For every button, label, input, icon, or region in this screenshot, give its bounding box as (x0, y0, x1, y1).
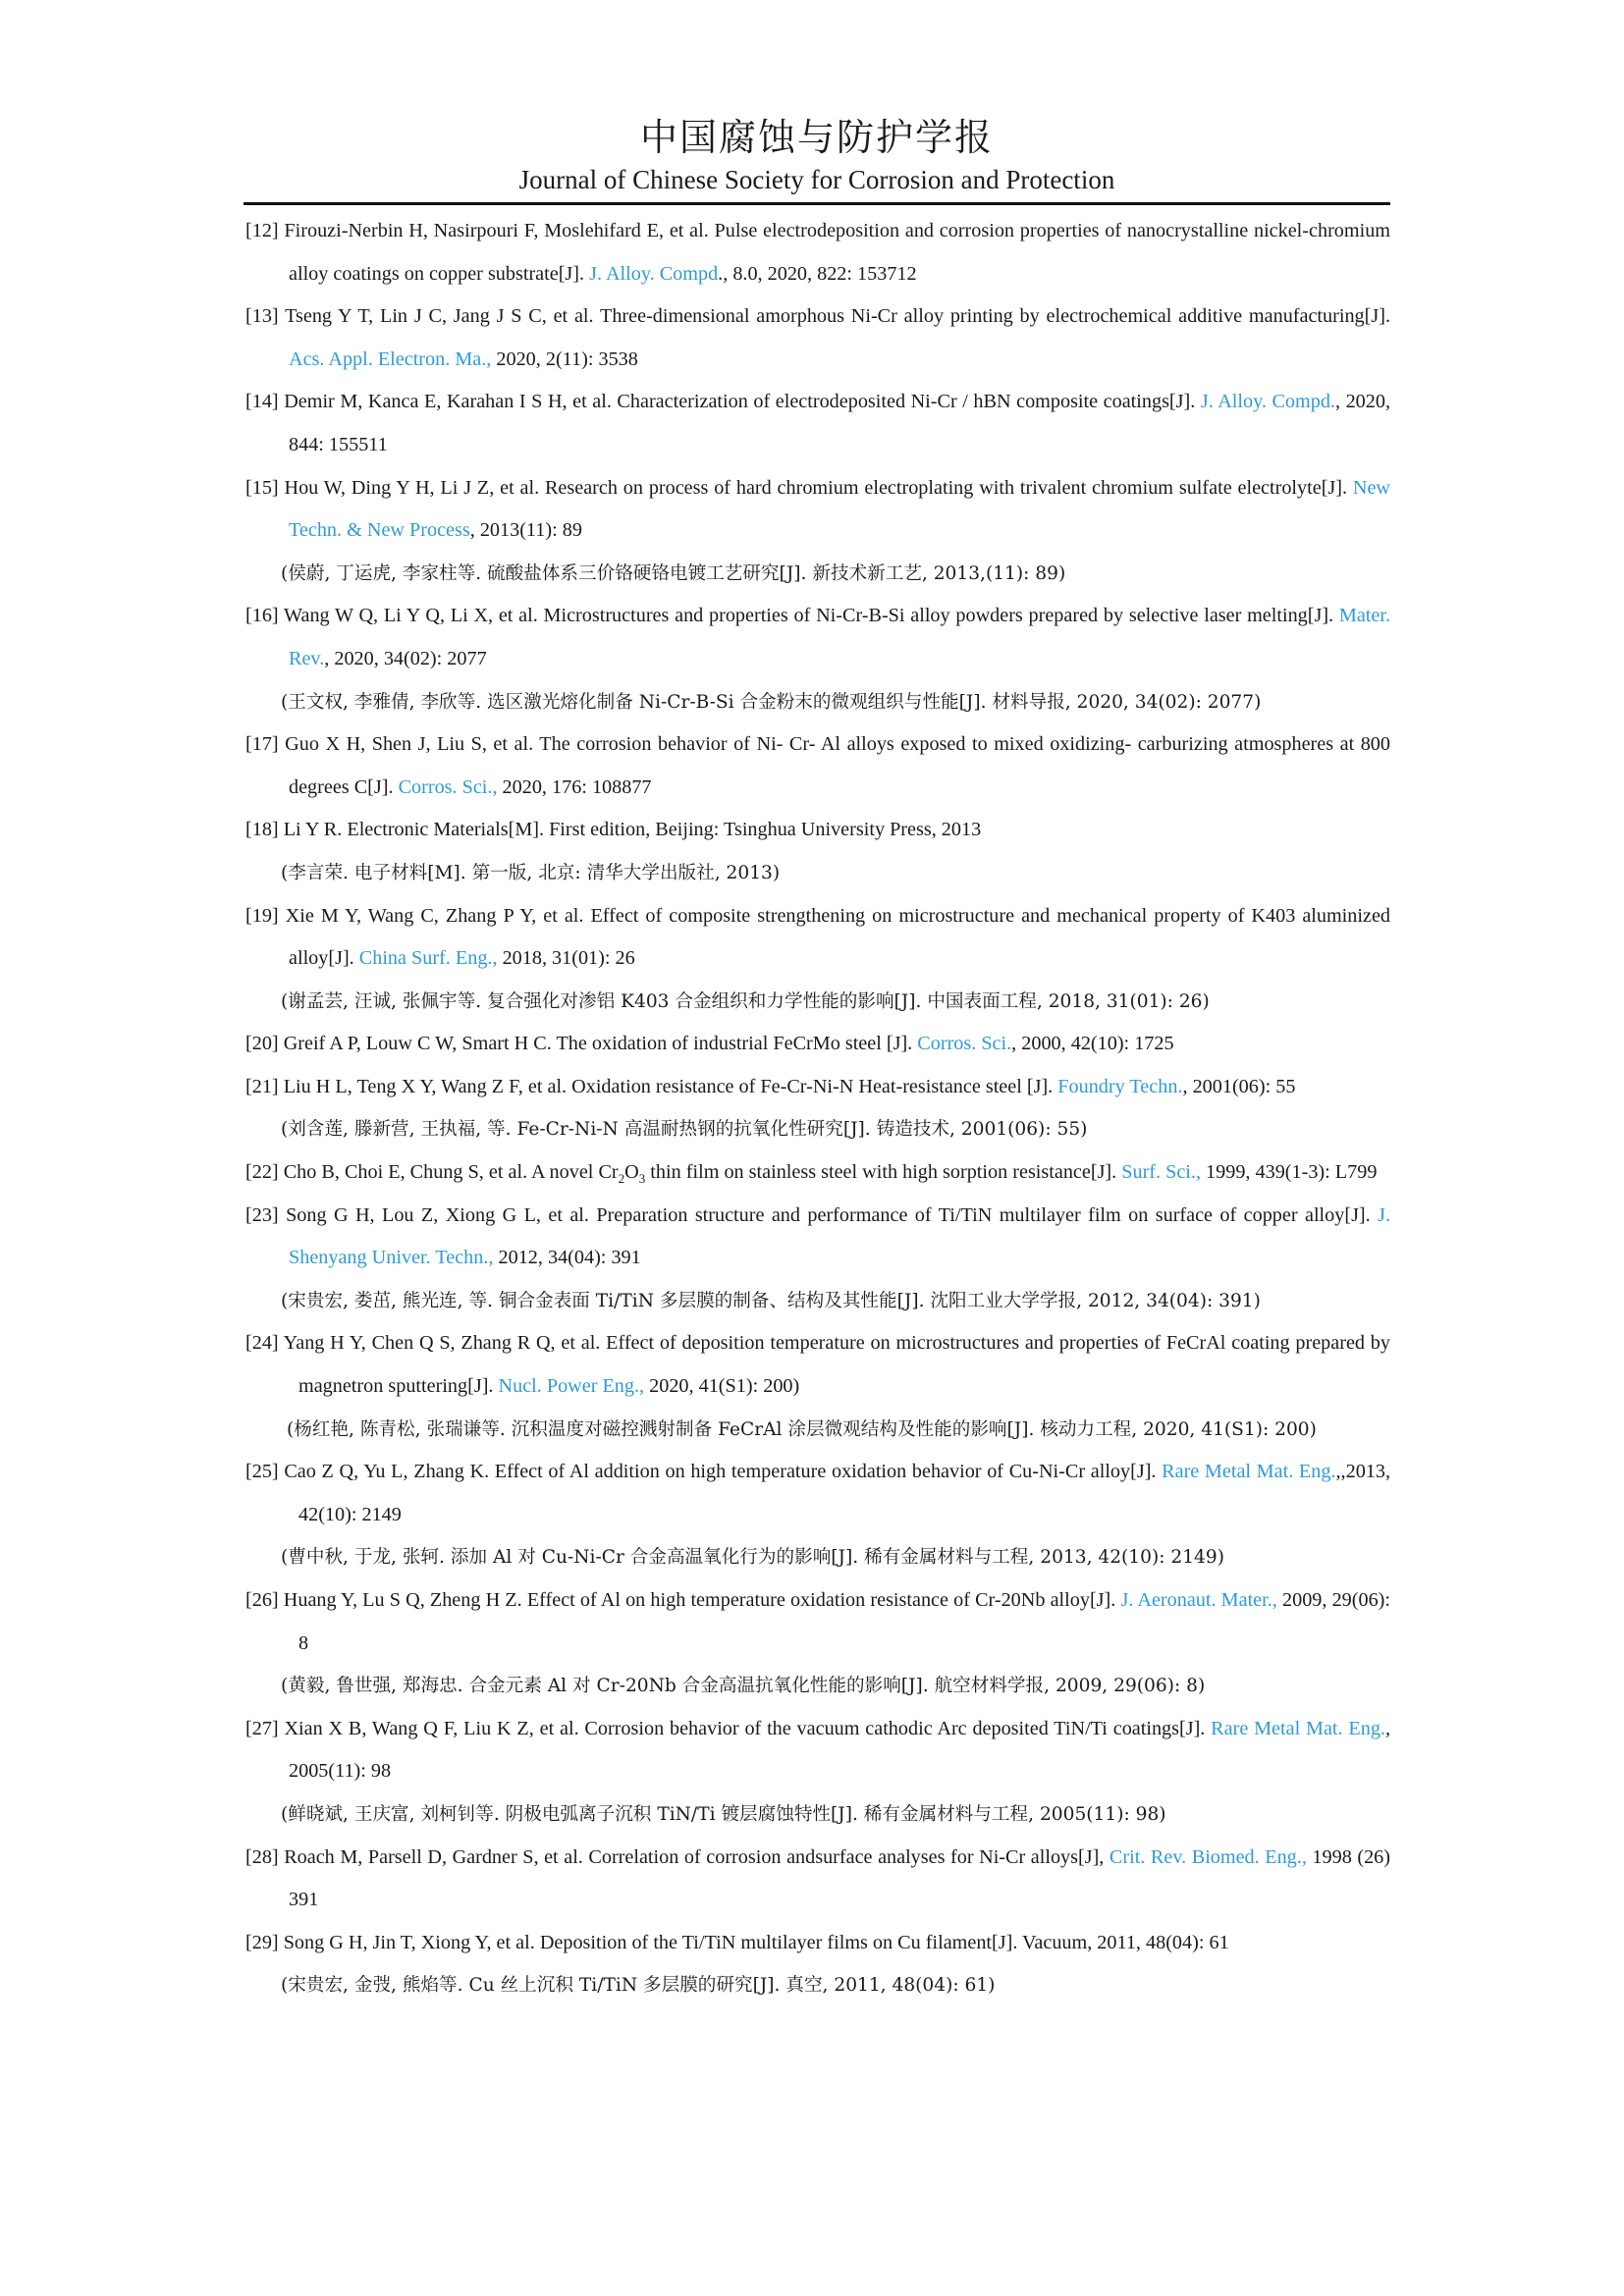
reference-entry (245, 467, 1390, 553)
journal-source-link[interactable]: Corros. Sci. (917, 1033, 1012, 1055)
reference-translation-cn: (宋贵宏, 娄茁, 熊光连, 等. 铜合金表面 Ti/TiN 多层膜的制备、结构及其性能[J]. 沈阳工业大学学报, 2012, 34(04): 391) (281, 1290, 1261, 1311)
reference-text: O (624, 1161, 639, 1184)
reference-text: 2018, 31(01): 26 (497, 947, 635, 970)
reference-number: [20] (245, 1033, 279, 1055)
reference-translation-cn: (杨红艳, 陈青松, 张瑞谦等. 沉积温度对磁控溅射制备 FeCrAl 涂层微观结构及性能的影响[J]. 核动力工程, 2020, 41(S1): 200) (287, 1418, 1317, 1440)
reference-entry (245, 595, 1390, 680)
subscript: 3 (638, 1171, 646, 1187)
reference-number: [28] (245, 1845, 279, 1868)
reference-entry (245, 295, 1390, 381)
reference-entry (245, 723, 1390, 809)
reference-number: [27] (245, 1717, 279, 1739)
reference-number: [19] (245, 904, 279, 927)
reference-number: [17] (245, 733, 279, 756)
reference-number: [24] (245, 1332, 279, 1355)
journal-source-link[interactable]: J. Aeronaut. Mater., (1120, 1589, 1277, 1611)
reference-text: , 2001(06): 55 (1182, 1075, 1296, 1097)
reference-number: [12] (245, 220, 279, 241)
reference-text: , 2020, 844: 155511 (289, 391, 1390, 455)
reference-number: [22] (245, 1161, 279, 1184)
reference-translation-cn: (宋贵宏, 金弢, 熊焰等. Cu 丝上沉积 Ti/TiN 多层膜的研究[J]. 真空, 2011, 48(04): 61) (281, 1975, 996, 1997)
journal-source-link[interactable]: J. Alloy. Compd. (1200, 391, 1335, 413)
reference-translation-cn: (侯蔚, 丁运虎, 李家柱等. 硫酸盐体系三价铬硬铬电镀工艺研究[J]. 新技术新工艺, 2013,(11): 89) (281, 562, 1066, 584)
journal-title-en: Journal of Chinese Society for Corrosion and Protection (518, 165, 1115, 194)
reference-text: , 2000, 42(10): 1725 (1011, 1033, 1174, 1055)
reference-text: thin film on stainless steel with high sorption resistance[J]. (645, 1161, 1122, 1184)
journal-source-link[interactable]: J. Shenyang Univer. Techn., (289, 1203, 1391, 1269)
reference-text: 2020, 176: 108877 (497, 775, 652, 798)
reference-text: Song G H, Jin T, Xiong Y, et al. Deposition of the Ti/TiN multilayer films on Cu filament[J]. Vacuum, 2011, 48(04): 61 (283, 1931, 1229, 1953)
reference-entry (245, 1837, 1390, 1922)
journal-source-link[interactable]: Rare Metal Mat. Eng. (1162, 1461, 1336, 1483)
reference-text: Yang H Y, Chen Q S, Zhang R Q, et al. Effect of deposition temperature on microstructures and properties of FeCrAl coating prepared by magnetron sputtering[J]. (283, 1332, 1390, 1398)
reference-entry (245, 210, 1390, 295)
reference-number: [21] (245, 1075, 279, 1097)
reference-number: [29] (245, 1931, 279, 1953)
journal-source-link[interactable]: J. Alloy. Compd (589, 262, 719, 285)
journal-source-link[interactable]: New Techn. & New Process (289, 476, 1391, 542)
reference-number: [14] (245, 391, 279, 413)
journal-source-link[interactable]: Corros. Sci., (398, 775, 498, 798)
reference-translation-cn: (曹中秋, 于龙, 张轲. 添加 Al 对 Cu-Ni-Cr 合金高温氧化行为的影响[J]. 稀有金属材料与工程, 2013, 42(10): 2149) (281, 1547, 1224, 1569)
reference-number: [23] (245, 1203, 279, 1226)
reference-translation-cn: (李言荣. 电子材料[M]. 第一版, 北京: 清华大学出版社, 2013) (281, 862, 781, 883)
reference-entry (245, 1023, 1390, 1066)
reference-entry (245, 1066, 1390, 1109)
header-rule (244, 202, 1390, 205)
reference-number: [18] (245, 819, 279, 841)
reference-text: Huang Y, Lu S Q, Zheng H Z. Effect of Al on high temperature oxidation resistance of Cr-20Nb alloy[J]. (283, 1589, 1121, 1611)
reference-text: , 2005(11): 98 (289, 1717, 1391, 1783)
reference-entry (245, 381, 1390, 466)
reference-entry (245, 1922, 1390, 1965)
reference-entry (245, 1451, 1390, 1536)
journal-header (244, 114, 1390, 196)
reference-text: Li Y R. Electronic Materials[M]. First edition, Beijing: Tsinghua University Press, 2013 (283, 819, 982, 841)
reference-text: Hou W, Ding Y H, Li J Z, et al. Research on process of hard chromium electroplating with trivalent chromium sulfate electrolyte[J]. (284, 476, 1353, 499)
reference-entry (245, 1322, 1390, 1408)
reference-number: [16] (245, 605, 279, 627)
reference-text: Greif A P, Louw C W, Smart H C. The oxidation of industrial FeCrMo steel [J]. (283, 1033, 918, 1055)
reference-text: 1998 (26) 391 (289, 1845, 1391, 1911)
reference-text: Song G H, Lou Z, Xiong G L, et al. Preparation structure and performance of Ti/TiN multilayer film on surface of copper alloy[J]. (286, 1203, 1379, 1226)
reference-text: Guo X H, Shen J, Liu S, et al. The corrosion behavior of Ni- Cr- Al alloys exposed to mixed oxidizing- carburizing atmospheres at 800 degrees C[J]. (285, 733, 1390, 798)
journal-title-cn: 中国腐蚀与防护学报 (639, 116, 994, 159)
reference-text: 1999, 439(1-3): L799 (1201, 1161, 1378, 1184)
reference-entry (245, 1195, 1390, 1280)
journal-source-link[interactable]: Nucl. Power Eng., (498, 1375, 645, 1398)
reference-entry (245, 809, 1390, 852)
reference-text: Cho B, Choi E, Chung S, et al. A novel Cr (283, 1161, 619, 1184)
journal-source-link[interactable]: Acs. Appl. Electron. Ma., (289, 347, 492, 370)
journal-source-link[interactable]: Crit. Rev. Biomed. Eng., (1109, 1845, 1307, 1868)
reference-number: [26] (245, 1589, 279, 1611)
reference-text: Xian X B, Wang Q F, Liu K Z, et al. Corrosion behavior of the vacuum cathodic Arc deposited TiN/Ti coatings[J]. (284, 1717, 1212, 1739)
reference-text: ,,2013, 42(10): 2149 (298, 1461, 1391, 1525)
journal-source-link[interactable]: China Surf. Eng., (358, 947, 498, 970)
reference-number: [25] (245, 1461, 279, 1483)
reference-translation-cn: (黄毅, 鲁世强, 郑海忠. 合金元素 Al 对 Cr-20Nb 合金高温抗氧化性能的影响[J]. 航空材料学报, 2009, 29(06): 8) (281, 1676, 1206, 1697)
reference-text: Roach M, Parsell D, Gardner S, et al. Correlation of corrosion andsurface analyses for Ni-Cr alloys[J], (284, 1845, 1110, 1868)
reference-entry (245, 895, 1390, 981)
reference-number: [13] (245, 305, 279, 328)
reference-translation-cn: (王文权, 李雅倩, 李欣等. 选区激光熔化制备 Ni-Cr-B-Si 合金粉末的微观组织与性能[J]. 材料导报, 2020, 34(02): 2077) (281, 691, 1262, 713)
journal-source-link[interactable]: Mater. Rev. (289, 605, 1391, 669)
reference-text: 2009, 29(06): 8 (298, 1589, 1390, 1654)
reference-text: ., 8.0, 2020, 822: 153712 (718, 262, 917, 285)
journal-source-link[interactable]: Rare Metal Mat. Eng. (1211, 1717, 1385, 1739)
reference-text: 2020, 2(11): 3538 (491, 347, 638, 370)
reference-text: , 2020, 34(02): 2077 (324, 647, 487, 669)
reference-list (245, 210, 1390, 2007)
reference-translation-cn: (刘含莲, 滕新营, 王执福, 等. Fe-Cr-Ni-N 高温耐热钢的抗氧化性研究[J]. 铸造技术, 2001(06): 55) (281, 1119, 1088, 1141)
reference-text: , 2013(11): 89 (469, 519, 582, 542)
reference-text: Tseng Y T, Lin J C, Jang J S C, et al. Three-dimensional amorphous Ni-Cr alloy printing by electrochemical additive manufacturing[J]. (285, 305, 1390, 328)
reference-text: 2020, 41(S1): 200) (644, 1375, 800, 1398)
reference-entry (245, 1151, 1390, 1195)
reference-translation-cn: (鲜晓斌, 王庆富, 刘柯钊等. 阴极电弧离子沉积 TiN/Ti 镀层腐蚀特性[J]. 稀有金属材料与工程, 2005(11): 98) (281, 1803, 1166, 1825)
reference-number: [15] (245, 476, 279, 499)
reference-text: Liu H L, Teng X Y, Wang Z F, et al. Oxidation resistance of Fe-Cr-Ni-N Heat-resistance steel [J]. (283, 1075, 1058, 1097)
subscript: 2 (618, 1171, 625, 1187)
reference-text: 2012, 34(04): 391 (493, 1247, 641, 1269)
reference-text: Cao Z Q, Yu L, Zhang K. Effect of Al addition on high temperature oxidation behavior of Cu-Ni-Cr alloy[J]. (284, 1461, 1163, 1483)
reference-text: Firouzi-Nerbin H, Nasirpouri F, Moslehifard E, et al. Pulse electrodeposition and corrosion properties of nanocrystalline nickel-chromium alloy coatings on copper substrate[J]. (284, 220, 1390, 285)
reference-text: Xie M Y, Wang C, Zhang P Y, et al. Effect of composite strengthening on microstructure and mechanical property of K403 aluminized alloy[J]. (285, 904, 1391, 970)
reference-entry (245, 1579, 1390, 1665)
reference-text: Demir M, Kanca E, Karahan I S H, et al. Characterization of electrodeposited Ni-Cr / hBN composite coatings[J]. (284, 391, 1201, 413)
reference-translation-cn: (谢孟芸, 汪诚, 张佩宇等. 复合强化对渗铝 K403 合金组织和力学性能的影响[J]. 中国表面工程, 2018, 31(01): 26) (281, 990, 1210, 1012)
reference-entry (245, 1708, 1390, 1793)
journal-source-link[interactable]: Surf. Sci., (1121, 1161, 1201, 1184)
reference-text: Wang W Q, Li Y Q, Li X, et al. Microstructures and properties of Ni-Cr-B-Si alloy powders prepared by selective laser melting[J]. (284, 605, 1339, 627)
journal-source-link[interactable]: Foundry Techn. (1057, 1075, 1183, 1097)
